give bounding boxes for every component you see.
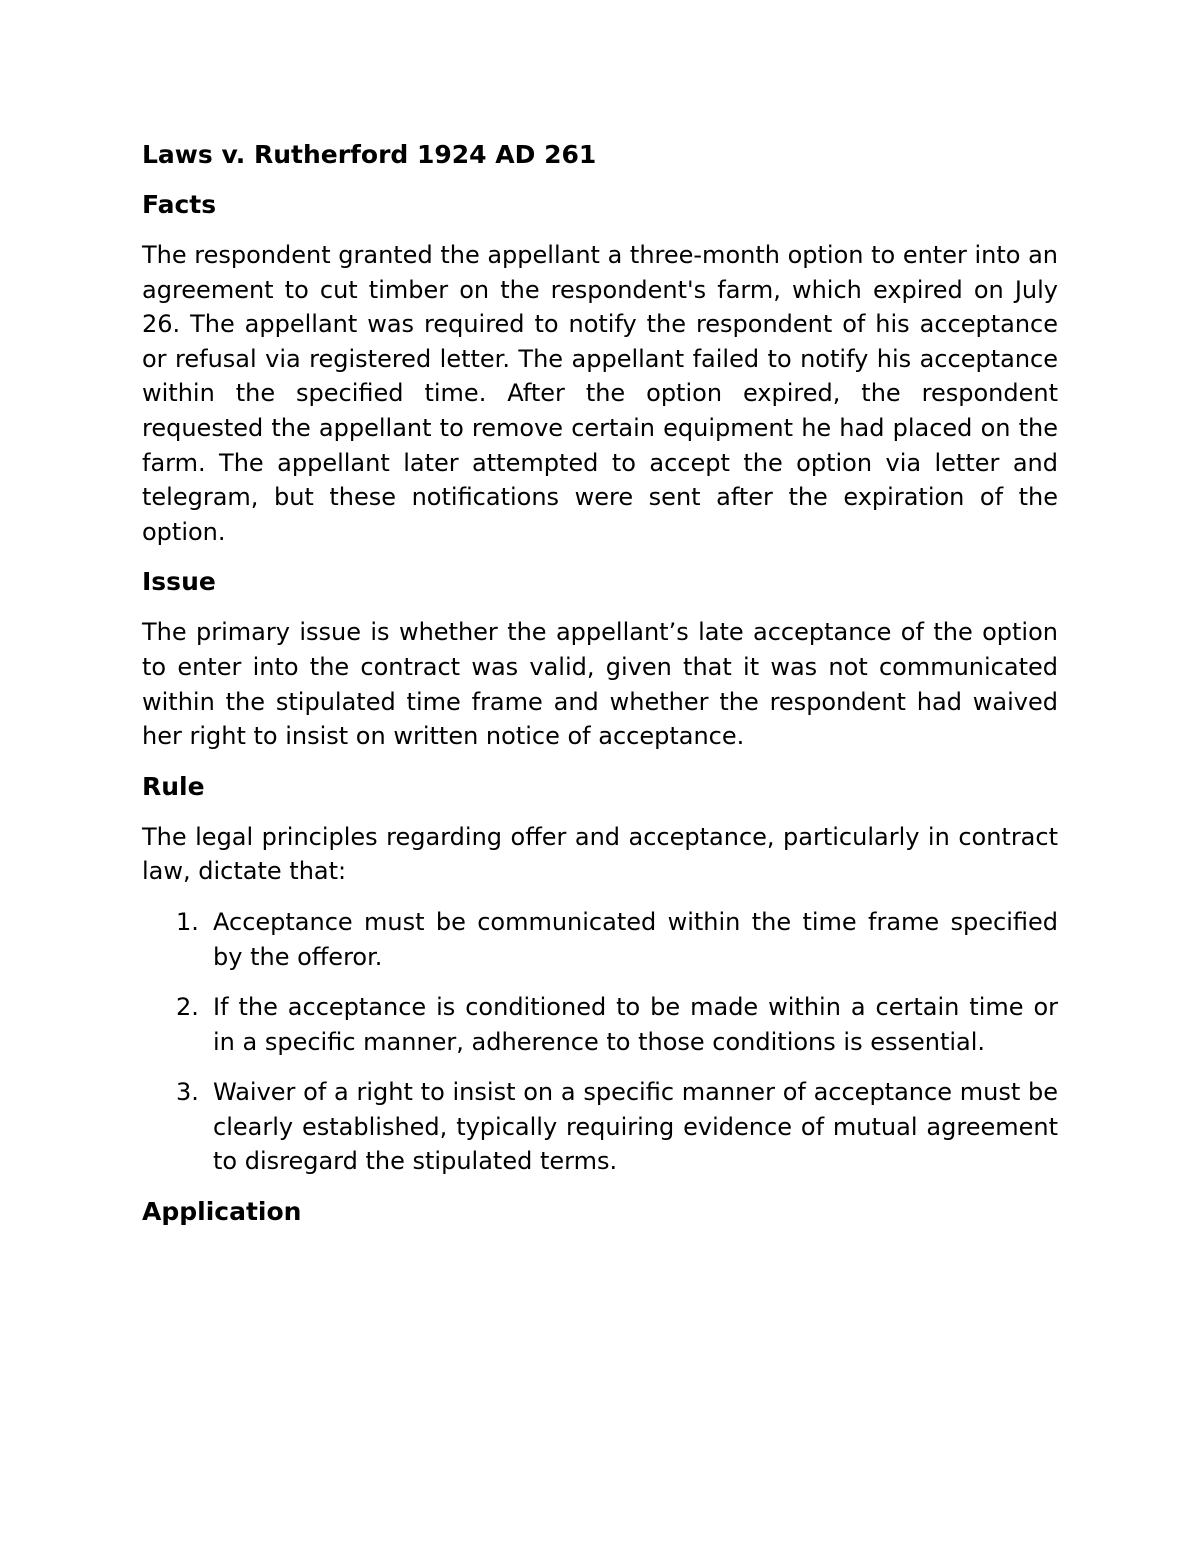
rule-list-item	[142, 905, 1058, 974]
rule-item-text: Waiver of a right to insist on a specific manner of acceptance must be clearly established, typically requiring evidence of mutual agreement to disregard the stipulated terms.	[213, 1078, 1058, 1176]
rule-item-number: 2.	[176, 993, 199, 1022]
rule-item-number: 3.	[176, 1078, 199, 1107]
rule-list	[142, 905, 1058, 1179]
rule-item-number: 1.	[176, 907, 199, 936]
issue-paragraph: The primary issue is whether the appellant’s late acceptance of the option to enter into the contract was valid, given that it was not communicated within the stipulated time frame and whether the respondent had waived her right to insist on written notice of acceptance.	[142, 618, 1058, 751]
rule-item-text: If the acceptance is conditioned to be made within a certain time or in a specific manner, adherence to those conditions is essential.	[213, 993, 1058, 1056]
issue-heading: Issue	[142, 567, 216, 597]
application-heading: Application	[142, 1197, 302, 1227]
rule-list-item	[142, 1075, 1058, 1179]
rule-intro: The legal principles regarding offer and acceptance, particularly in contract law, dictate that:	[142, 822, 1058, 886]
rule-item-text: Acceptance must be communicated within the time frame specified by the offeror.	[213, 907, 1058, 971]
facts-heading: Facts	[142, 190, 217, 219]
rule-heading: Rule	[142, 771, 205, 801]
rule-list-item	[142, 990, 1058, 1059]
facts-paragraph: The respondent granted the appellant a three-month option to enter into an agreement to cut timber on the respondent's farm, which expired on July 26. The appellant was required to notify the respondent of his acceptance or refusal via registered letter. The appellant failed to notify his acceptance within the specified time. After the option expired, the respondent requested the appellant to remove certain equipment he had placed on the farm. The appellant later attempted to accept the option via letter and telegram, but these notifications were sent after the expiration of the option.	[142, 241, 1058, 546]
document-body	[142, 138, 1058, 1245]
case-title: Laws v. Rutherford 1924 AD 261	[142, 140, 597, 169]
